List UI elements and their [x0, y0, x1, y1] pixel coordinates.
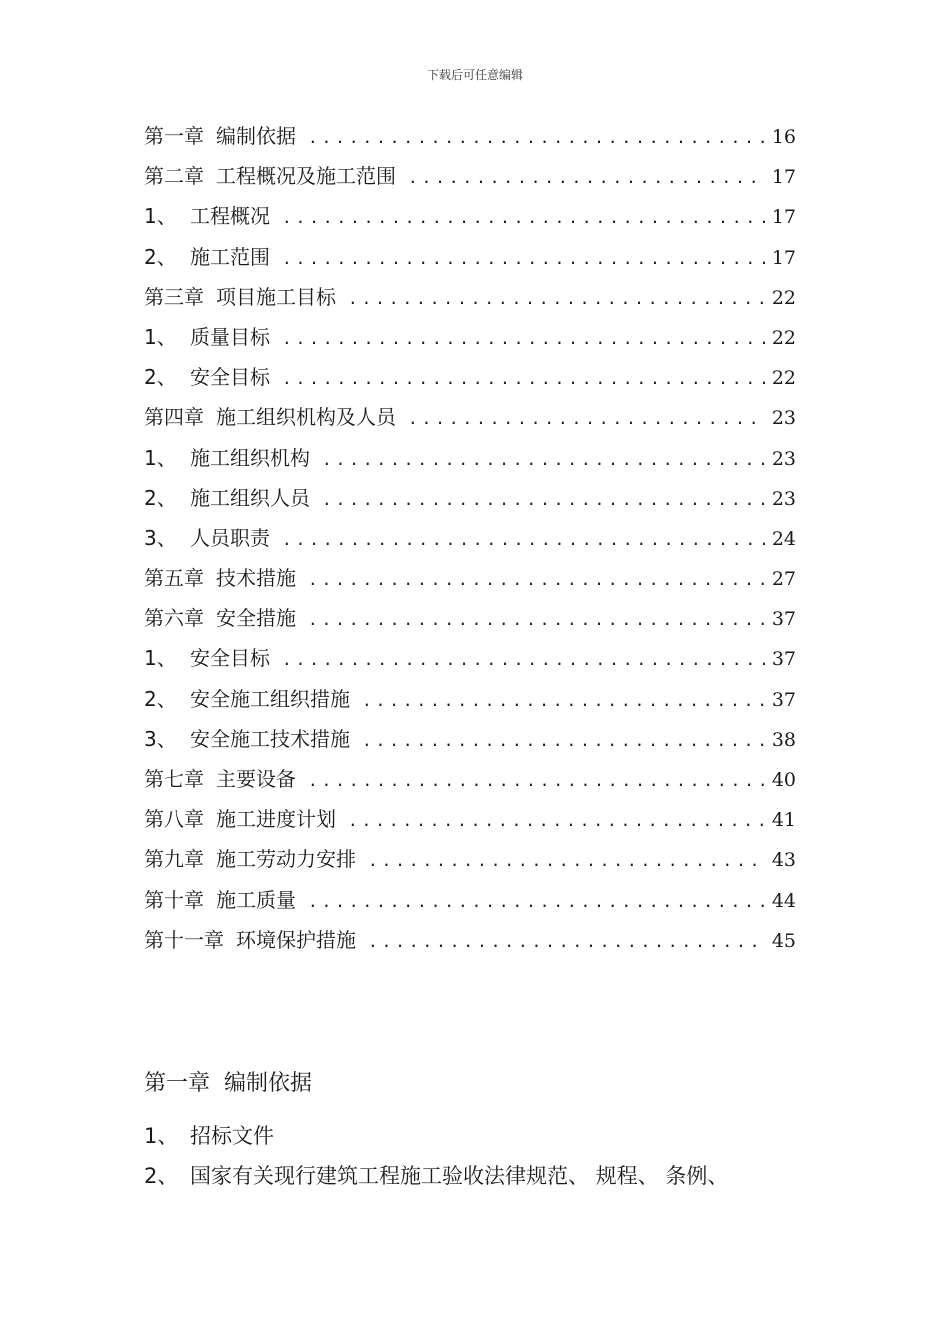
toc-title: 施工组织机构及人员: [216, 405, 396, 430]
toc-leader-dots: [308, 761, 766, 801]
body-list-item: [144, 1160, 824, 1200]
toc-leader-dots: [282, 520, 766, 560]
toc-title: 人员职责: [190, 525, 270, 550]
toc-number: 1、: [144, 204, 177, 229]
toc-number: 第二章: [144, 164, 204, 189]
toc-leader-dots: [408, 399, 766, 439]
toc-number: 第六章: [144, 606, 204, 631]
toc-row[interactable]: [144, 679, 796, 719]
toc-number: 第十章: [144, 887, 204, 912]
toc-page-number: 17: [771, 206, 796, 229]
toc-page-number: 43: [771, 849, 796, 872]
toc-leader-dots: [322, 480, 766, 520]
toc-leader-dots: [322, 440, 766, 480]
toc-title: 施工组织人员: [190, 485, 310, 510]
toc-number: 2、: [144, 244, 177, 269]
toc-number: 2、: [144, 485, 177, 510]
toc-page-number: 22: [771, 286, 796, 309]
toc-number: 第一章: [144, 124, 204, 148]
toc-leader-dots: [282, 239, 766, 279]
toc-title: 环境保护措施: [236, 927, 356, 952]
toc-title: 技术措施: [216, 566, 296, 591]
toc-number: 第五章: [144, 566, 204, 591]
page-header: 下载后可任意编辑: [426, 68, 523, 82]
toc-page-number: 41: [771, 809, 796, 832]
toc-number: 第八章: [144, 807, 204, 832]
toc-page-number: 40: [771, 769, 796, 791]
toc-number: 1、: [144, 646, 177, 671]
toc-page-number: 45: [771, 929, 796, 952]
toc-page-number: 44: [771, 889, 796, 912]
body-list: [144, 1120, 824, 1200]
toc-title: 施工范围: [190, 244, 270, 269]
toc-row[interactable]: [144, 799, 796, 839]
toc-row[interactable]: [144, 518, 796, 558]
toc-number: 3、: [144, 726, 177, 751]
toc-leader-dots: [308, 560, 766, 600]
toc-title: 主要设备: [216, 767, 296, 791]
body-item-text: 招标文件: [190, 1124, 274, 1148]
toc-title: 施工质量: [216, 887, 296, 912]
toc-row[interactable]: [144, 478, 796, 518]
toc-title: 工程概况: [190, 204, 270, 229]
toc-page-number: 22: [771, 367, 796, 390]
toc-number: 3、: [144, 525, 177, 550]
toc-title: 安全措施: [216, 606, 296, 631]
toc-number: 第九章: [144, 847, 204, 872]
toc-row[interactable]: [144, 196, 796, 236]
toc-number: 1、: [144, 445, 177, 470]
toc-title: 安全目标: [190, 365, 270, 390]
toc-number: 2、: [144, 686, 177, 711]
toc-page-number: 23: [771, 407, 796, 430]
section-title: 编制依据: [224, 1071, 313, 1096]
toc-title: 施工进度计划: [216, 807, 336, 832]
toc-leader-dots: [282, 198, 766, 238]
toc-row[interactable]: [144, 920, 796, 960]
toc-leader-dots: [282, 640, 766, 680]
toc-page-number: 23: [771, 447, 796, 470]
toc-row[interactable]: [144, 558, 796, 598]
toc-row[interactable]: [144, 237, 796, 277]
section-heading: [144, 1066, 312, 1097]
toc-page-number: 27: [771, 568, 796, 591]
toc-row[interactable]: [144, 357, 796, 397]
toc-title: 施工劳动力安排: [216, 847, 356, 872]
toc-title: 编制依据: [216, 124, 296, 148]
toc-row[interactable]: [144, 438, 796, 478]
toc-row[interactable]: [144, 638, 796, 678]
toc-row[interactable]: [144, 719, 796, 759]
toc-leader-dots: [362, 721, 766, 761]
toc-leader-dots: [282, 359, 766, 399]
body-item-number: 1、: [144, 1124, 179, 1148]
toc-number: 第七章: [144, 767, 204, 791]
toc-number: 第三章: [144, 284, 204, 309]
toc-title: 项目施工目标: [216, 284, 336, 309]
toc-number: 第十一章: [144, 927, 224, 952]
toc-page-number: 38: [771, 728, 796, 751]
toc-row[interactable]: [144, 156, 796, 196]
toc-number: 1、: [144, 324, 177, 349]
toc-title: 施工组织机构: [190, 445, 310, 470]
toc-number: 第四章: [144, 405, 204, 430]
toc-leader-dots: [368, 922, 766, 962]
toc-leader-dots: [368, 841, 766, 881]
toc-page-number: 17: [771, 166, 796, 189]
toc-page-number: 17: [771, 246, 796, 269]
toc-leader-dots: [348, 279, 766, 319]
toc-title: 安全施工组织措施: [190, 686, 350, 711]
toc-page-number: 16: [771, 126, 796, 148]
toc-leader-dots: [308, 118, 766, 158]
section-number: 第一章: [144, 1071, 211, 1096]
toc-page-number: 23: [771, 487, 796, 510]
toc-row[interactable]: [144, 116, 796, 156]
body-list-item: [144, 1120, 824, 1160]
toc-leader-dots: [308, 882, 766, 922]
toc-title: 安全施工技术措施: [190, 726, 350, 751]
table-of-contents: [144, 116, 796, 960]
body-item-text: 国家有关现行建筑工程施工验收法律规范、 规程、 条例、: [190, 1164, 729, 1188]
toc-row[interactable]: [144, 598, 796, 638]
toc-page-number: 37: [771, 648, 796, 671]
toc-page-number: 22: [771, 326, 796, 349]
toc-leader-dots: [348, 801, 766, 841]
toc-leader-dots: [362, 681, 766, 721]
toc-leader-dots: [408, 158, 766, 198]
toc-row[interactable]: [144, 759, 796, 799]
body-item-number: 2、: [144, 1164, 179, 1188]
toc-row[interactable]: [144, 397, 796, 437]
toc-page-number: 24: [771, 527, 796, 550]
toc-leader-dots: [308, 600, 766, 640]
toc-title: 安全目标: [190, 646, 270, 671]
toc-title: 质量目标: [190, 324, 270, 349]
toc-page-number: 37: [771, 688, 796, 711]
toc-row[interactable]: [144, 277, 796, 317]
toc-number: 2、: [144, 365, 177, 390]
toc-row[interactable]: [144, 880, 796, 920]
toc-row[interactable]: [144, 839, 796, 879]
toc-title: 工程概况及施工范围: [216, 164, 396, 189]
toc-leader-dots: [282, 319, 766, 359]
toc-page-number: 37: [771, 608, 796, 631]
toc-row[interactable]: [144, 317, 796, 357]
